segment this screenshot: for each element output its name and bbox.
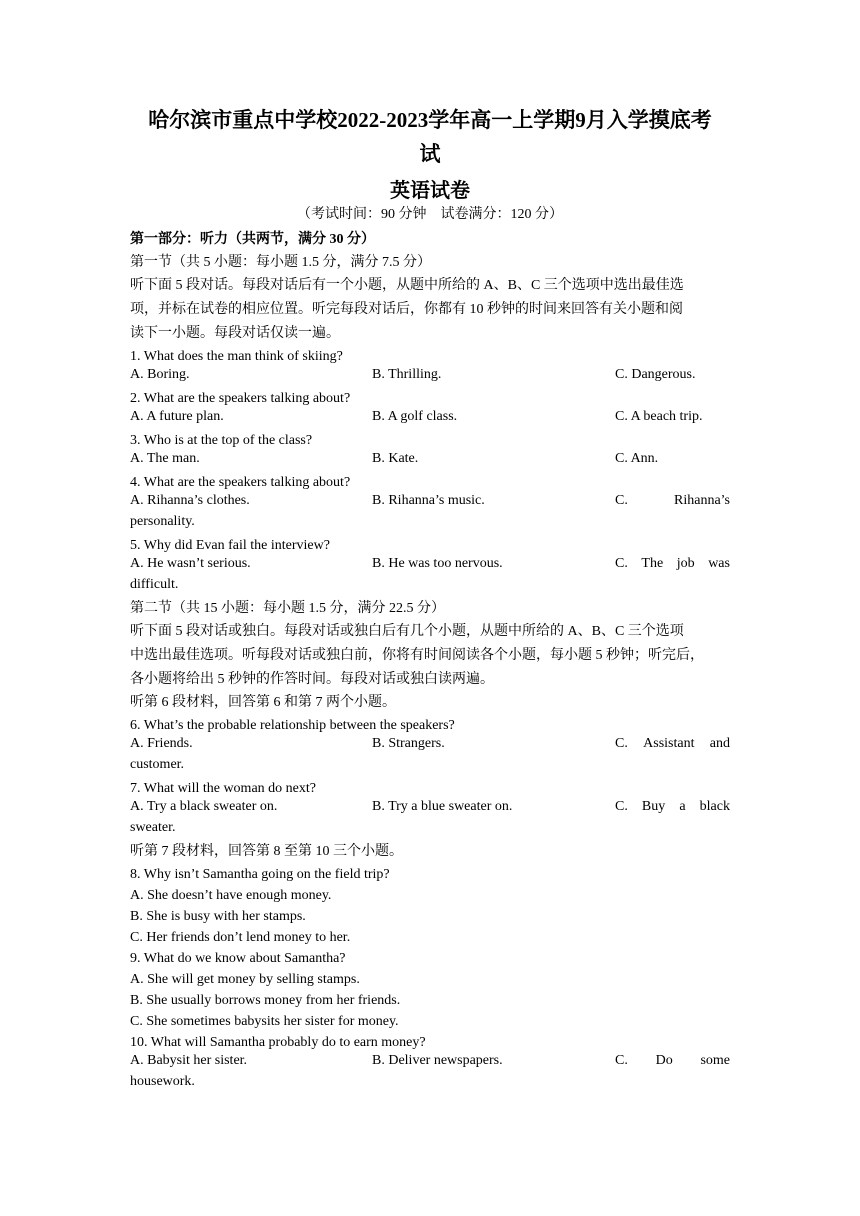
question-10-option-c-continuation: housework. xyxy=(130,1074,195,1089)
subject-title: 英语试卷 xyxy=(390,180,470,202)
exam-info: （考试时间：90 分钟 试卷满分：120 分） xyxy=(297,207,563,222)
question-2-stem: 2. What are the speakers talking about? xyxy=(130,391,351,406)
question-5-option-a: A. He wasn’t serious. xyxy=(130,556,251,571)
question-1-option-a: A. Boring. xyxy=(130,367,190,382)
question-2-option-a: A. A future plan. xyxy=(130,409,224,424)
option-c-word: C. xyxy=(615,493,628,508)
option-c-word: C. xyxy=(615,799,628,814)
question-4-option-a: A. Rihanna’s clothes. xyxy=(130,493,250,508)
question-10-option-a: A. Babysit her sister. xyxy=(130,1053,248,1068)
option-c-word: job xyxy=(676,556,695,571)
option-c-word: Rihanna’s xyxy=(674,493,730,508)
question-9-option-a: A. She will get money by selling stamps. xyxy=(130,972,360,987)
question-3-option-c: C. Ann. xyxy=(615,451,659,466)
question-5-option-c-continuation: difficult. xyxy=(130,577,179,592)
option-c-word: C. xyxy=(615,556,628,571)
question-6-option-b: B. Strangers. xyxy=(372,736,445,751)
question-3-stem: 3. Who is at the top of the class? xyxy=(130,433,313,448)
question-5-option-b: B. He was too nervous. xyxy=(372,556,503,571)
section2-heading: 第二节（共 15 小题：每小题 1.5 分，满分 22.5 分） xyxy=(130,601,445,616)
option-c-word: some xyxy=(700,1053,730,1068)
question-1-stem: 1. What does the man think of skiing? xyxy=(130,349,343,364)
option-c-word: Assistant xyxy=(643,736,695,751)
question-9-stem: 9. What do we know about Samantha? xyxy=(130,951,346,966)
question-5-option-c xyxy=(615,556,730,572)
question-7-option-c-continuation: sweater. xyxy=(130,820,176,835)
question-5-stem: 5. Why did Evan fail the interview? xyxy=(130,538,330,553)
section1-instruction-line1: 听下面 5 段对话。每段对话后有一个小题，从题中所给的 A、B、C 三个选项中选出最佳选 xyxy=(130,278,684,293)
option-c-word: black xyxy=(699,799,730,814)
material-7-instruction: 听第 7 段材料，回答第 8 至第 10 三个小题。 xyxy=(130,844,403,859)
question-7-option-a: A. Try a black sweater on. xyxy=(130,799,278,814)
question-6-option-c-continuation: customer. xyxy=(130,757,185,772)
section1-instruction-line2: 项，并标在试卷的相应位置。听完每段对话后，你都有 10 秒钟的时间来回答有关小题和阅 xyxy=(130,302,683,317)
section2-instruction-line3: 各小题将给出 5 秒钟的作答时间。每段对话或独白读两遍。 xyxy=(130,672,494,687)
question-9-option-b: B. She usually borrows money from her friends. xyxy=(130,993,401,1008)
exam-title-line2: 试 xyxy=(419,142,441,166)
question-8-option-c: C. Her friends don’t lend money to her. xyxy=(130,930,351,945)
question-7-option-b: B. Try a blue sweater on. xyxy=(372,799,513,814)
section2-instruction-line1: 听下面 5 段对话或独白。每段对话或独白后有几个小题，从题中所给的 A、B、C 三个选项 xyxy=(130,624,684,639)
question-4-stem: 4. What are the speakers talking about? xyxy=(130,475,351,490)
section1-heading: 第一节（共 5 小题：每小题 1.5 分，满分 7.5 分） xyxy=(130,255,431,270)
question-10-option-c xyxy=(615,1053,730,1069)
question-4-option-c xyxy=(615,493,730,509)
question-10-option-b: B. Deliver newspapers. xyxy=(372,1053,503,1068)
section1-instruction-line3: 读下一小题。每段对话仅读一遍。 xyxy=(130,326,340,341)
question-9-option-c: C. She sometimes babysits her sister for money. xyxy=(130,1014,399,1029)
question-10-stem: 10. What will Samantha probably do to earn money? xyxy=(130,1035,426,1050)
question-3-option-a: A. The man. xyxy=(130,451,200,466)
question-8-option-a: A. She doesn’t have enough money. xyxy=(130,888,332,903)
option-c-word: Buy xyxy=(641,799,666,814)
question-2-option-b: B. A golf class. xyxy=(372,409,458,424)
option-c-word: C. xyxy=(615,1053,628,1068)
exam-title-line1: 哈尔滨市重点中学校2022-2023学年高一上学期9月入学摸底考 xyxy=(148,108,712,132)
option-c-word: and xyxy=(709,736,730,751)
question-7-stem: 7. What will the woman do next? xyxy=(130,781,316,796)
question-4-option-b: B. Rihanna’s music. xyxy=(372,493,485,508)
option-c-word: a xyxy=(679,799,686,814)
question-8-option-b: B. She is busy with her stamps. xyxy=(130,909,306,924)
question-1-option-b: B. Thrilling. xyxy=(372,367,442,382)
question-6-option-c xyxy=(615,736,730,752)
option-c-word: The xyxy=(641,556,664,571)
option-c-word: Do xyxy=(655,1053,673,1068)
material-6-instruction: 听第 6 段材料，回答第 6 和第 7 两个小题。 xyxy=(130,695,396,710)
question-6-option-a: A. Friends. xyxy=(130,736,193,751)
question-1-option-c: C. Dangerous. xyxy=(615,367,696,382)
question-3-option-b: B. Kate. xyxy=(372,451,419,466)
part1-heading: 第一部分：听力（共两节，满分 30 分） xyxy=(130,232,375,247)
question-8-stem: 8. Why isn’t Samantha going on the field trip? xyxy=(130,867,390,882)
question-4-option-c-continuation: personality. xyxy=(130,514,195,529)
option-c-word: C. xyxy=(615,736,628,751)
section2-instruction-line2: 中选出最佳选项。听每段对话或独白前，你将有时间阅读各个小题，每小题 5 秒钟；听完后， xyxy=(130,648,704,663)
option-c-word: was xyxy=(708,556,730,571)
question-6-stem: 6. What’s the probable relationship between the speakers? xyxy=(130,718,455,733)
question-7-option-c xyxy=(615,799,730,815)
question-2-option-c: C. A beach trip. xyxy=(615,409,703,424)
